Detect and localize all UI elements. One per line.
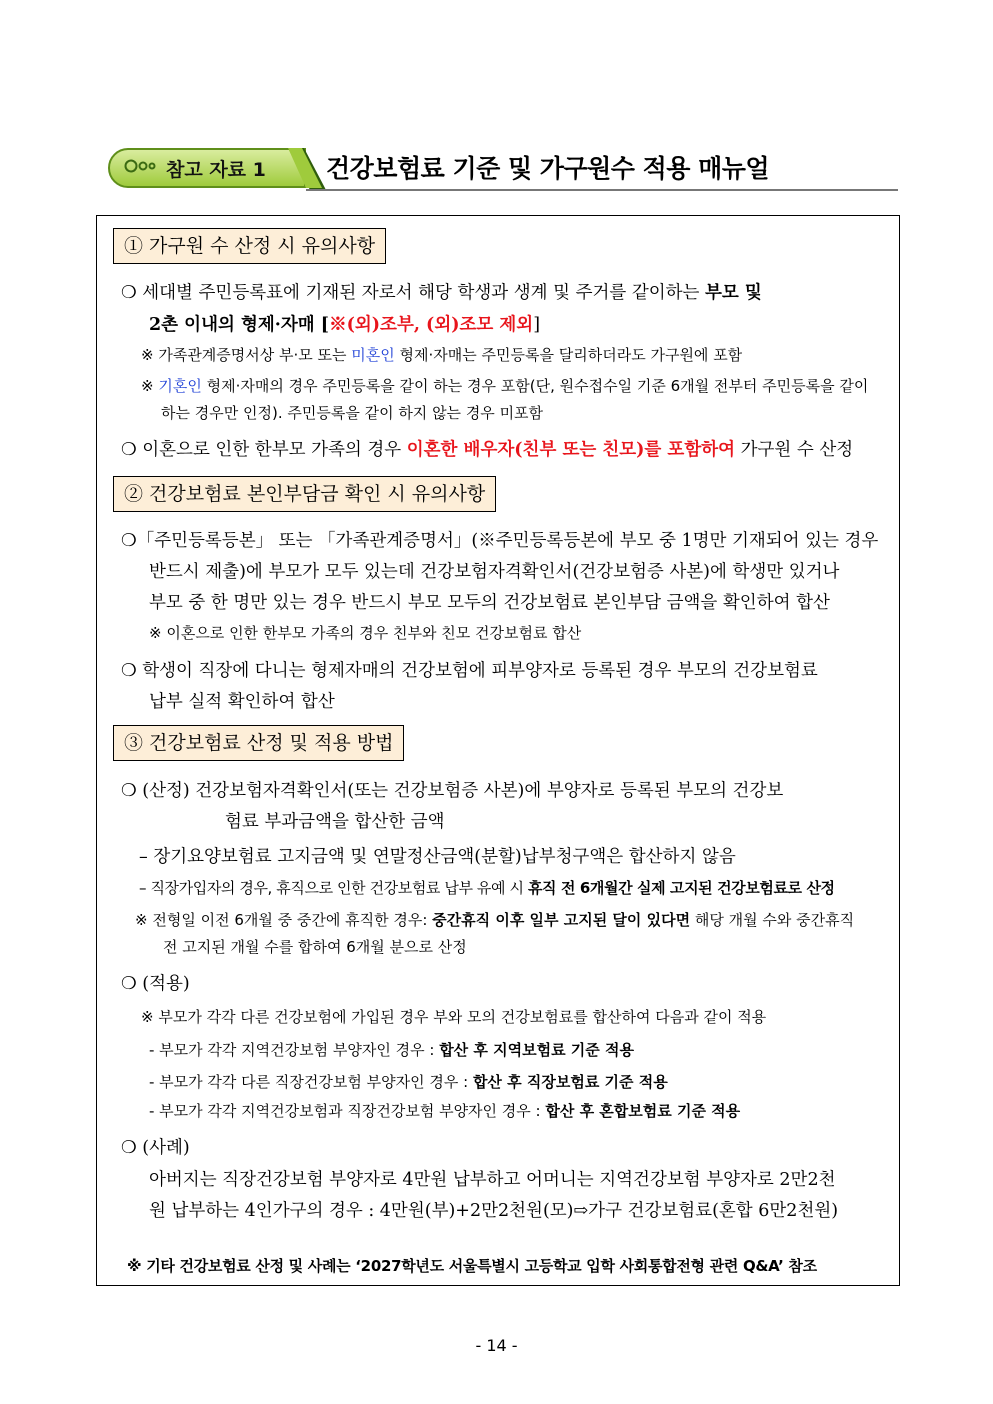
page-number: - 14 - [475,1336,518,1355]
text-blue: 미혼인 [351,346,395,364]
section3-bullet2: ❍ (적용) [121,974,190,994]
text-bold: 합산 후 지역보험료 기준 적용 [439,1041,634,1059]
content-box [96,215,900,1286]
text-bold: 휴직 전 6개월간 실제 고지된 건강보험료로 산정 [527,879,835,897]
text: - 부모가 각각 지역건강보험 부양자인 경우 : [149,1041,440,1059]
section2-bullet1-line3: 부모 중 한 명만 있는 경우 반드시 부모 모두의 건강보험료 본인부담 금액을 확인하여 합산 [149,593,830,613]
text-bold: 합산 후 직장보험료 기준 적용 [472,1073,668,1091]
footer-note: ※ 기타 건강보험료 산정 및 사례는 ‘2027학년도 서울특별시 고등학교 입학 사회통합전형 관련 Q&A’ 참조 [127,1257,817,1275]
section3-heading: ③ 건강보험료 산정 및 적용 방법 [113,725,404,761]
page-title: 건강보험료 기준 및 가구원수 적용 매뉴얼 [326,154,770,183]
section3-item2 [149,1071,668,1092]
section1-bullet1-line1 [121,279,762,304]
section2-heading: ② 건강보험료 본인부담금 확인 시 유의사항 [113,476,496,512]
text: – 직장가입자의 경우, 휴직으로 인한 건강보험료 납부 유예 시 [139,879,528,897]
section2-bullet1-line1: ❍「주민등록등본」 또는 「가족관계증명서」(※주민등록등본에 부모 중 1명만 기재되어 있는 경우 [121,531,879,551]
text: 가구원 수 산정 [735,440,854,460]
text: 해당 개월 수와 중간휴직 [690,911,855,929]
section3-note1-line2: 전 고지된 개월 수를 합하여 6개월 분으로 산정 [163,938,467,956]
text-bold: 합산 후 혼합보험료 기준 적용 [545,1102,741,1120]
section3-case-line1: 아버지는 직장건강보험 부양자로 4만원 납부하고 어머니는 지역건강보험 부양자로 2만2천 [149,1170,836,1190]
section2-bullet2-line2: 납부 실적 확인하여 합산 [149,692,335,712]
section3-case-line2: 원 납부하는 4인가구의 경우 : 4만원(부)+2만2천원(모)⇨가구 건강보험료(혼합 6만2천원) [149,1201,839,1221]
section3-note2: ※ 부모가 각각 다른 건강보험에 가입된 경우 부와 모의 건강보험료를 합산하여 다음과 같이 적용 [141,1008,767,1026]
badge-slash [288,146,328,192]
text: - 부모가 각각 다른 직장건강보험 부양자인 경우 : [149,1073,473,1091]
text: ※ [141,377,159,395]
chain-icon [124,157,158,175]
text-bold: 2촌 이내의 형제·자매 [ [149,315,330,335]
section3-item1 [149,1039,634,1060]
title-underline [306,189,898,191]
section2-note1: ※ 이혼으로 인한 한부모 가족의 경우 친부와 친모 건강보험료 합산 [149,624,582,642]
section3-item3 [149,1100,740,1121]
text: 형제·자매의 경우 주민등록을 같이 하는 경우 포함(단, 원수접수일 기준 6개월 전부터 주민등록을 같이 [201,377,869,395]
text: ※ 가족관계증명서상 부·모 또는 [141,346,352,364]
section1-note1 [141,344,742,365]
section3-note1-line1 [135,909,854,930]
text: ※ 전형일 이전 6개월 중 중간에 휴직한 경우: [135,911,433,929]
text-bold: 중간휴직 이후 일부 고지된 달이 있다면 [432,911,691,929]
section2-bullet1-line2: 반드시 제출)에 부모가 모두 있는데 건강보험자격확인서(건강보험증 사본)에 학생만 있거나 [149,562,840,582]
text-red: ※(외)조부, (외)조모 제외 [329,315,534,335]
section3-dash1: – 장기요양보험료 고지금액 및 연말정산금액(분할)납부청구액은 합산하지 않음 [139,847,736,867]
section3-bullet3: ❍ (사례) [121,1138,190,1158]
text: ] [533,315,541,335]
section3-bullet1-line2: 험료 부과금액을 합산한 금액 [225,812,445,832]
badge-label: 참고 자료 1 [166,159,266,181]
text: ❍ 이혼으로 인한 한부모 가족의 경우 [121,440,407,460]
section3-dash2 [139,877,835,898]
section3-bullet1-line1: ❍ (산정) 건강보험자격확인서(또는 건강보험증 사본)에 부양자로 등록된 부모의 건강보 [121,781,784,801]
text: 형제·자매는 주민등록을 달리하더라도 가구원에 포함 [394,346,743,364]
text-bold: 부모 및 [705,283,762,303]
section2-bullet2-line1: ❍ 학생이 직장에 다니는 형제자매의 건강보험에 피부양자로 등록된 경우 부모의 건강보험료 [121,661,818,681]
section1-bullet2 [121,436,853,461]
section1-note2-line2: 하는 경우만 인정). 주민등록을 같이 하지 않는 경우 미포함 [161,404,544,422]
text-blue: 기혼인 [158,377,202,395]
section1-heading: ① 가구원 수 산정 시 유의사항 [113,228,386,264]
text: ❍ 세대별 주민등록표에 기재된 자로서 해당 학생과 생계 및 주거를 같이하는 [121,283,706,303]
text-red: 이혼한 배우자(친부 또는 친모)를 포함하여 [406,440,736,460]
text: - 부모가 각각 지역건강보험과 직장건강보험 부양자인 경우 : [149,1102,546,1120]
section1-note2-line1 [141,375,868,396]
page-header [108,146,898,192]
section1-bullet1-line2 [149,311,540,336]
